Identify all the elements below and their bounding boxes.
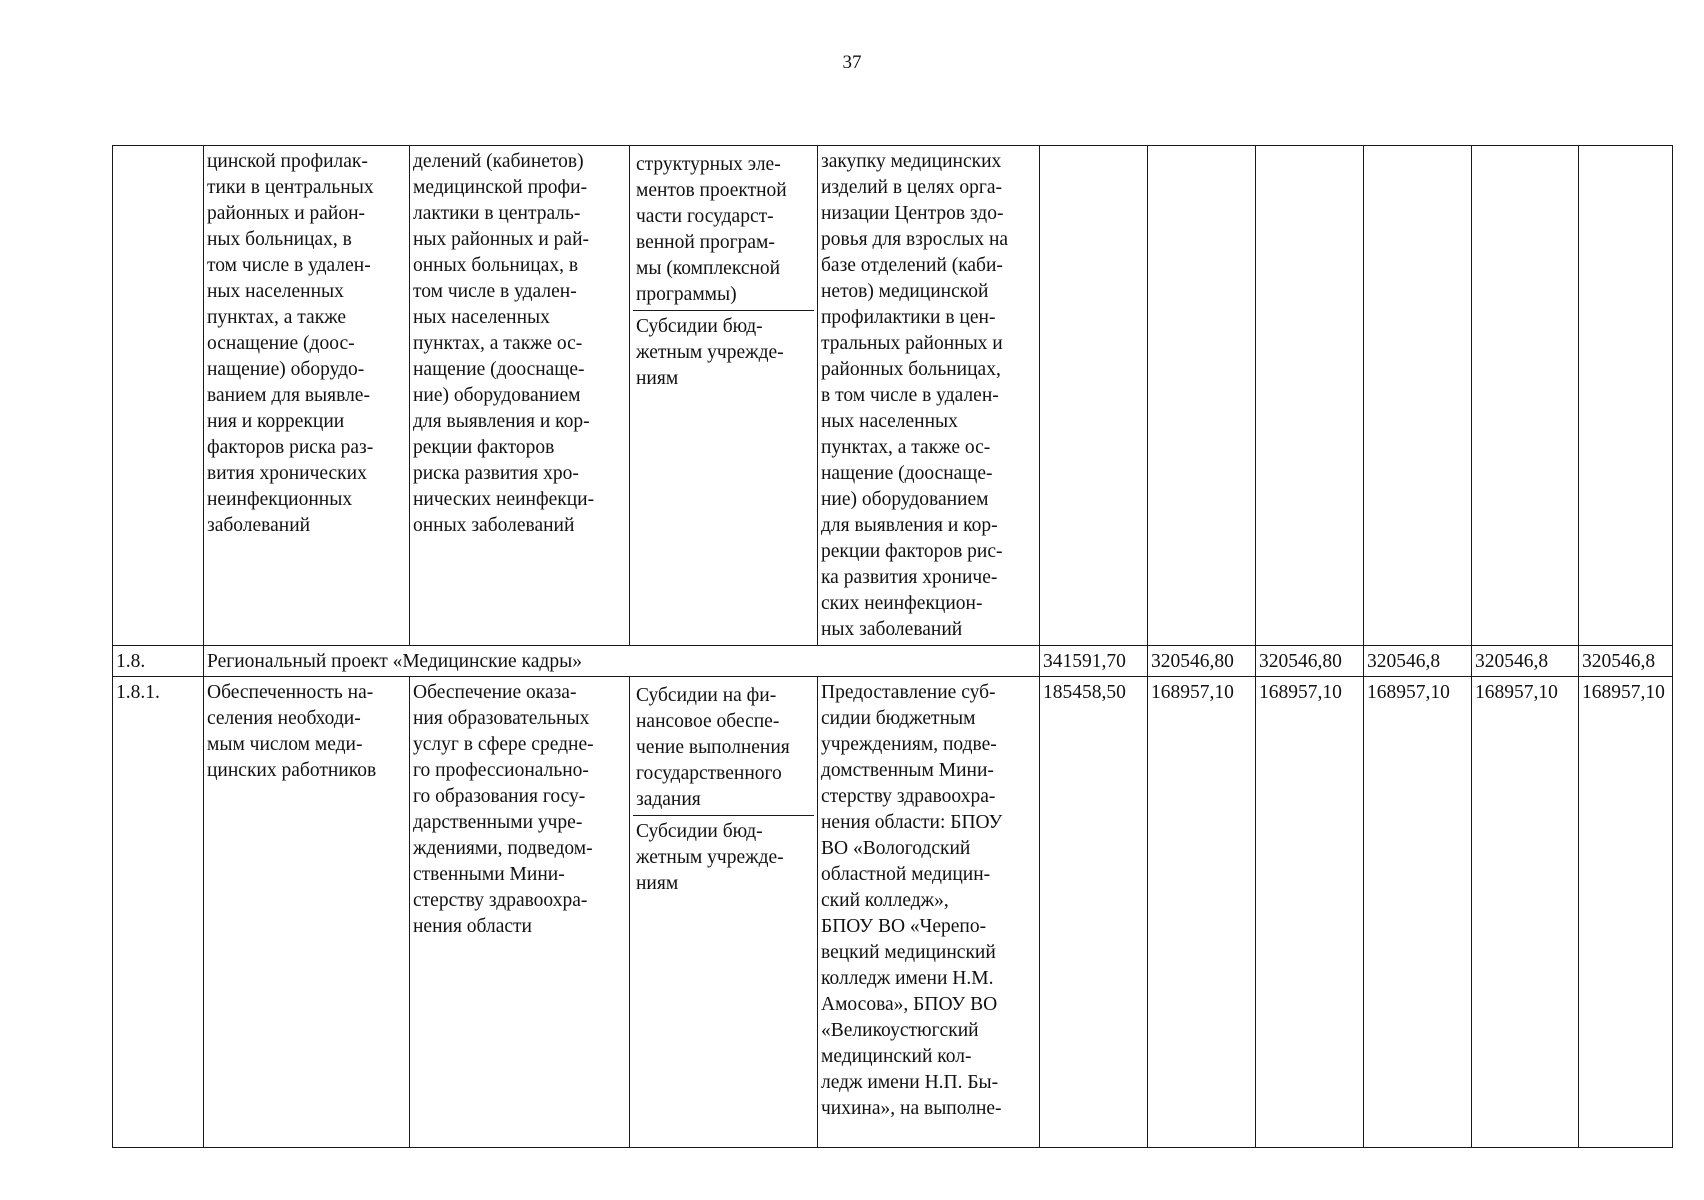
direction-bottom — [633, 816, 814, 897]
value-cell — [1364, 146, 1472, 646]
row-number-cell — [113, 146, 204, 646]
value-cell: 320546,80 — [1256, 646, 1364, 677]
value-cell: 168957,10 — [1364, 677, 1472, 1148]
direction-bottom-text: Субсидии бюд- жетным учрежде- ниям — [636, 821, 784, 894]
value-cell: 341591,70 — [1040, 646, 1148, 677]
description-text: Предоставление суб- сидии бюджетным учреждениям, подве- домственным Мини- стерству здравоохра- нения области: БПОУ ВО «Вологодский областной медицин- ский колледж», БПОУ ВО «Черепо- вецкий медицинский колледж имени Н.М. Амосова», БПОУ ВО «Великоустюгский медицинский кол- ледж имени Н.П. Бы- чихина», на выполне- — [821, 682, 1003, 1119]
page-number: 37 — [842, 52, 862, 73]
result-text: Обеспеченность на- селения необходи- мым числом меди- цинских работников — [207, 682, 377, 781]
measure-cell — [410, 677, 630, 1148]
value-cell: 320546,8 — [1579, 646, 1673, 677]
table-row — [113, 646, 1673, 677]
row-number-cell: 1.8.1. — [113, 677, 204, 1148]
row-number-cell: 1.8. — [113, 646, 204, 677]
value-cell — [1256, 146, 1364, 646]
direction-top — [633, 680, 814, 816]
direction-top — [633, 149, 814, 311]
value-cell: 320546,8 — [1472, 646, 1579, 677]
value-cell: 168957,10 — [1472, 677, 1579, 1148]
direction-bottom-text: Субсидии бюд- жетным учрежде- ниям — [636, 316, 784, 389]
measure-cell — [410, 146, 630, 646]
value-cell: 320546,8 — [1364, 646, 1472, 677]
measure-text: делений (кабинетов) медицинской профи- лактики в централь- ных районных и рай- онных больницах, в том числе в удален- ных населенных пунктах, а также ос- нащение (дооснаще- ние) оборудованием для выявления и кор- рекции факторов риска развития хро- нических неинфекци- онных заболеваний — [413, 151, 595, 536]
measure-text: Обеспечение оказа- ния образовательных услуг в сфере средне- го профессионально- го образования госу- дарственными учре- ждениями, подведом- ственными Мини- стерству здравоохра- нения области — [413, 682, 594, 937]
result-text: цинской профилак- тики в центральных районных и район- ных больницах, в том числе в удален- ных населенных пунктах, а также оснащение (доос- нащение) оборудо- ванием для выявле- ния и коррекции факторов риска раз- вития хронических неинфекционных заболеваний — [207, 151, 374, 536]
description-text: закупку медицинских изделий в целях орга- низации Центров здо- ровья для взрослых на базе отделений (каби- нетов) медицинской профилактики в цен- тральных районных и районных больницах, в том числе в удален- ных населенных пунктах, а также ос- нащение (дооснаще- ние) оборудованием для выявления и кор- рекции факторов рис- ка развития хрониче- ских неинфекцион- ных заболеваний — [821, 151, 1009, 640]
direction-bottom — [633, 311, 814, 392]
value-cell: 185458,50 — [1040, 677, 1148, 1148]
value-cell: 168957,10 — [1256, 677, 1364, 1148]
value-cell — [1148, 146, 1256, 646]
value-cell — [1040, 146, 1148, 646]
value-cell: 320546,80 — [1148, 646, 1256, 677]
description-cell — [818, 146, 1040, 646]
direction-cell — [630, 146, 818, 646]
table-row — [113, 677, 1673, 1148]
result-cell — [204, 677, 410, 1148]
direction-cell — [630, 677, 818, 1148]
direction-top-text: структурных эле- ментов проектной части государст- венной програм- мы (комплексной программы) — [636, 154, 787, 305]
section-title-cell: Региональный проект «Медицинские кадры» — [204, 646, 1040, 677]
result-cell — [204, 146, 410, 646]
budget-table — [112, 145, 1673, 1148]
table-row — [113, 146, 1673, 646]
direction-top-text: Субсидии на фи- нансовое обеспе- чение выполнения государственного задания — [636, 685, 790, 810]
value-cell: 168957,10 — [1579, 677, 1673, 1148]
value-cell: 168957,10 — [1148, 677, 1256, 1148]
description-cell — [818, 677, 1040, 1148]
value-cell — [1472, 146, 1579, 646]
value-cell — [1579, 146, 1673, 646]
